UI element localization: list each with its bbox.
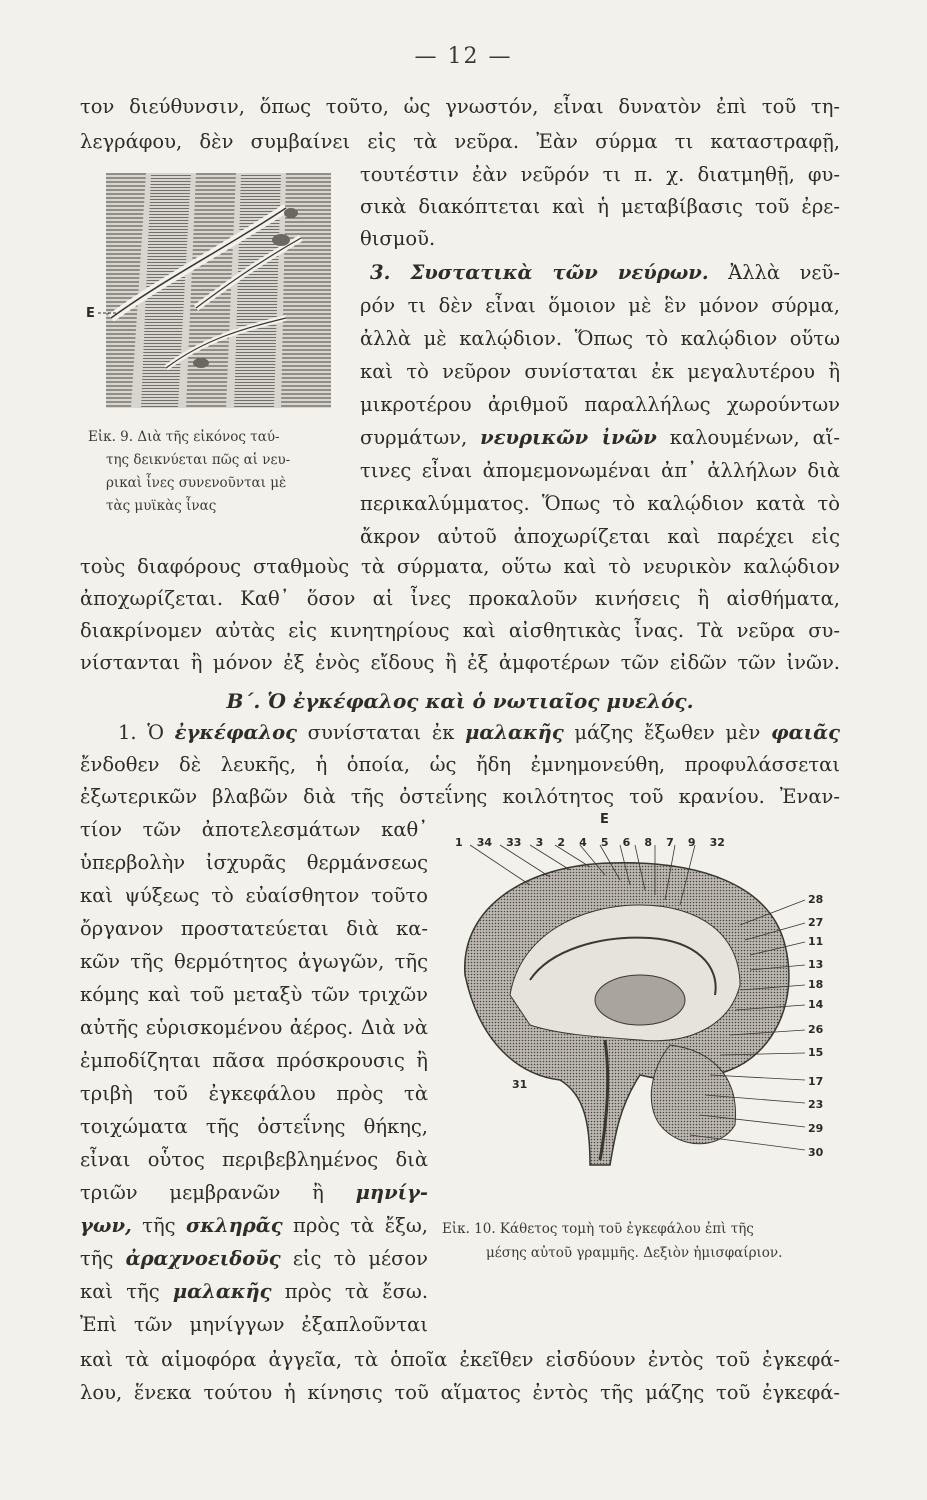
term-meninges: μηνίγ- — [355, 1181, 429, 1204]
figure-9-label: E — [86, 306, 95, 321]
text-fragment: πρὸς τὰ ἔσω. — [284, 1280, 429, 1303]
text-line: ἐξωτερικῶν βλαβῶν διὰ τῆς ὀστεΐνης κοιλότητος τοῦ κρανίου. Ἐναν- — [80, 785, 840, 808]
text-line: τίον τῶν ἀποτελεσμάτων καθ᾽ — [80, 818, 428, 841]
text-fragment: καὶ τῆς — [80, 1280, 160, 1303]
figure-10-label: E — [600, 812, 609, 827]
text-fragment: τῆς — [80, 1247, 114, 1270]
text-fragment: καλουμένων, αἵ- — [669, 426, 841, 449]
fig-label: 17 — [808, 1075, 824, 1088]
figure-9-caption: τὰς μυϊκὰς ἶνας — [106, 498, 217, 514]
text-line: Ἐπὶ τῶν μηνίγγων ἐξαπλοῦνται — [80, 1313, 428, 1336]
text-line: τοὺς διαφόρους σταθμοὺς τὰ σύρματα, οὕτω καὶ τὸ νευρικὸν καλῴδιον — [80, 555, 840, 578]
fig-label: 2 — [557, 836, 565, 849]
text-line: ἀλλὰ μὲ καλῴδιον. Ὅπως τὸ καλῴδιον οὕτω — [360, 327, 840, 350]
fig-label: 4 — [579, 836, 587, 849]
text-line: λου, ἕνεκα τούτου ἡ κίνησις τοῦ αἵματος ἐντὸς τῆς μάζης τοῦ ἐγκεφά- — [80, 1381, 840, 1404]
term-pia: μαλακῆς — [172, 1280, 272, 1303]
text-line — [360, 258, 840, 288]
section-heading: Β΄. Ὁ ἐγκέφαλος καὶ ὁ νωτιαῖος μυελός. — [226, 689, 694, 713]
text-line: τινες εἶναι ἀπομεμονωμέναι ἀπ᾽ ἀλλήλων διὰ — [360, 459, 840, 482]
fig-label: 3 — [535, 836, 544, 849]
text-line: κῶν τῆς θερμότητος ἀγωγῶν, τῆς — [80, 950, 428, 973]
text-line: τοιχώματα τῆς ὀστεΐνης θήκης, — [80, 1115, 428, 1138]
fig-label: 30 — [808, 1146, 824, 1159]
figure-10-caption: Εἰκ. 10. Κάθετος τομὴ τοῦ ἐγκεφάλου ἐπὶ τῆς — [442, 1221, 754, 1237]
text-line: ὄργανον προστατεύεται διὰ κα- — [80, 917, 428, 940]
text-line — [80, 1178, 428, 1208]
fig-label: 9 — [687, 836, 696, 849]
text-fragment: πρὸς τὰ ἔξω, — [293, 1214, 429, 1237]
heading-3-rest: Ἀλλὰ — [728, 261, 781, 284]
text-line: ἀποχωρίζεται. Καθ᾽ ὅσον αἱ ἶνες προκαλοῦν κινήσεις ἢ αἰσθήματα, — [80, 587, 840, 610]
fig-label: 14 — [808, 998, 824, 1011]
term-neural-fibres: νευρικῶν ἰνῶν — [480, 426, 657, 449]
term-meninges-2: γων, — [80, 1214, 132, 1237]
text-line: θισμοῦ. — [360, 227, 436, 250]
fig-label: 32 — [709, 836, 725, 849]
fig-label: 18 — [808, 978, 824, 991]
text-line: καὶ ψύξεως τὸ εὐαίσθητον τοῦτο — [80, 884, 428, 907]
fig-label: 27 — [808, 916, 824, 929]
figure-9-caption: ρικαὶ ἶνες συνενοῦνται μὲ — [106, 475, 287, 491]
fig-label: 13 — [808, 958, 824, 971]
text-line: περικαλύμματος. Ὅπως τὸ καλῴδιον κατὰ τὸ — [360, 492, 840, 515]
text-line: τουτέστιν ἐὰν νεῦρόν τι π. χ. διατμηθῇ, φυ- — [360, 163, 840, 186]
text-line: διακρίνομεν αὐτὰς εἰς κινητηρίους καὶ αἰσθητικὰς ἶνας. Τὰ νεῦρα συ- — [80, 619, 840, 642]
term-dura: σκληρᾶς — [185, 1214, 283, 1237]
text-line — [80, 1211, 428, 1241]
text-line: σικὰ διακόπτεται καὶ ἡ μεταβίβασις τοῦ ἐρε- — [360, 195, 840, 218]
text-line: τριβὴ τοῦ ἐγκεφάλου πρὸς τὰ — [80, 1082, 428, 1105]
fig-label: 7 — [666, 836, 674, 849]
fig-label: 26 — [808, 1023, 824, 1036]
fig-label: 34 — [476, 836, 493, 849]
heading-3-rest-2: νεῦ- — [799, 261, 840, 284]
fig-label: 8 — [644, 836, 652, 849]
text-fragment: εἰς τὸ μέσον — [292, 1247, 429, 1270]
text-line — [360, 423, 840, 453]
text-line: λεγράφου, δὲν συμβαίνει εἰς τὰ νεῦρα. Ἐὰν σύρμα τι καταστραφῇ, — [80, 130, 840, 153]
text-line: κόμης καὶ τοῦ μεταξὺ τῶν τριχῶν — [80, 983, 428, 1006]
text-line: ἔνδοθεν δὲ λευκῆς, ἡ ὁποία, ὡς ἤδη ἐμνημονεύθη, προφυλάσσεται — [80, 753, 840, 776]
text-fragment: συρμάτων, — [360, 426, 468, 449]
fig-label: 29 — [808, 1122, 824, 1135]
text-fragment: συνίσταται ἐκ — [307, 721, 455, 744]
figure-9-caption: Εἰκ. 9. Διὰ τῆς εἰκόνος ταύ- — [88, 429, 280, 445]
fig-label: 11 — [808, 935, 824, 948]
text-line — [80, 1277, 428, 1307]
text-line: αὐτῆς εὑρισκομένου ἀέρος. Διὰ νὰ — [80, 1016, 428, 1039]
text-line: ἐμποδίζηται πᾶσα πρόσκρουσις ἢ — [80, 1049, 428, 1072]
text-line: νίστανται ἢ μόνον ἐξ ἑνὸς εἴδους ἢ ἐξ ἀμφοτέρων τῶν εἰδῶν τῶν ἰνῶν. — [80, 651, 840, 674]
text-line: εἶναι οὗτος περιβεβλημένος διὰ — [80, 1148, 428, 1171]
text-line — [80, 1244, 428, 1274]
page-number: — 12 — — [414, 44, 513, 69]
fig-label: 5 — [600, 836, 609, 849]
heading-3: 3. Συστατικὰ τῶν νεύρων. — [370, 261, 709, 284]
text-fragment: μάζης ἔξωθεν μὲν — [574, 721, 761, 744]
term-grey: φαιᾶς — [771, 721, 840, 744]
text-line: ρόν τι δὲν εἶναι ὅμοιον μὲ ἓν μόνον σύρμα, — [360, 294, 840, 317]
fig-label: 33 — [506, 836, 522, 849]
fig-label: 28 — [808, 893, 824, 906]
term-brain: ἐγκέφαλος — [174, 721, 298, 744]
figure-10-top-numbers — [455, 836, 725, 849]
fig-label: 1 — [455, 836, 463, 849]
text-line: καὶ τὸ νεῦρον συνίσταται ἐκ μεγαλυτέρου ἢ — [360, 360, 840, 383]
term-arachnoid: ἀραχνοειδοῦς — [125, 1247, 281, 1270]
figure-9-nerve-fibres — [86, 168, 346, 413]
text-fragment: τῆς — [142, 1214, 176, 1237]
figure-9-caption: της δεικνύεται πῶς αἱ νευ- — [106, 452, 291, 468]
text-line: ἄκρον αὐτοῦ ἀποχωρίζεται καὶ παρέχει εἰς — [360, 525, 840, 548]
fig-label: 6 — [622, 836, 631, 849]
figure-10-caption: μέσης αὐτοῦ γραμμῆς. Δεξιὸν ἡμισφαίριον. — [486, 1245, 783, 1261]
text-line: μικροτέρου ἀριθμοῦ παραλλήλως χωρούντων — [360, 393, 840, 416]
fig-label: 15 — [808, 1046, 824, 1059]
text-fragment: τριῶν μεμβρανῶν ἢ — [80, 1181, 324, 1204]
text-line — [80, 718, 840, 748]
text-line: τον διεύθυνσιν, ὅπως τοῦτο, ὡς γνωστόν, εἶναι δυνατὸν ἐπὶ τοῦ τη- — [80, 95, 840, 118]
text-fragment: 1. Ὁ — [118, 721, 164, 744]
fig-label: 31 — [512, 1078, 528, 1091]
figure-10-brain-section — [440, 805, 840, 1200]
text-line: ὑπερβολὴν ἰσχυρᾶς θερμάνσεως — [80, 851, 428, 874]
text-line: καὶ τὰ αἱμοφόρα ἀγγεῖα, τὰ ὁποῖα ἐκεῖθεν εἰσδύουν ἐντὸς τοῦ ἐγκεφά- — [80, 1348, 840, 1371]
term-soft: μαλακῆς — [465, 721, 564, 744]
fig-label: 23 — [808, 1098, 824, 1111]
